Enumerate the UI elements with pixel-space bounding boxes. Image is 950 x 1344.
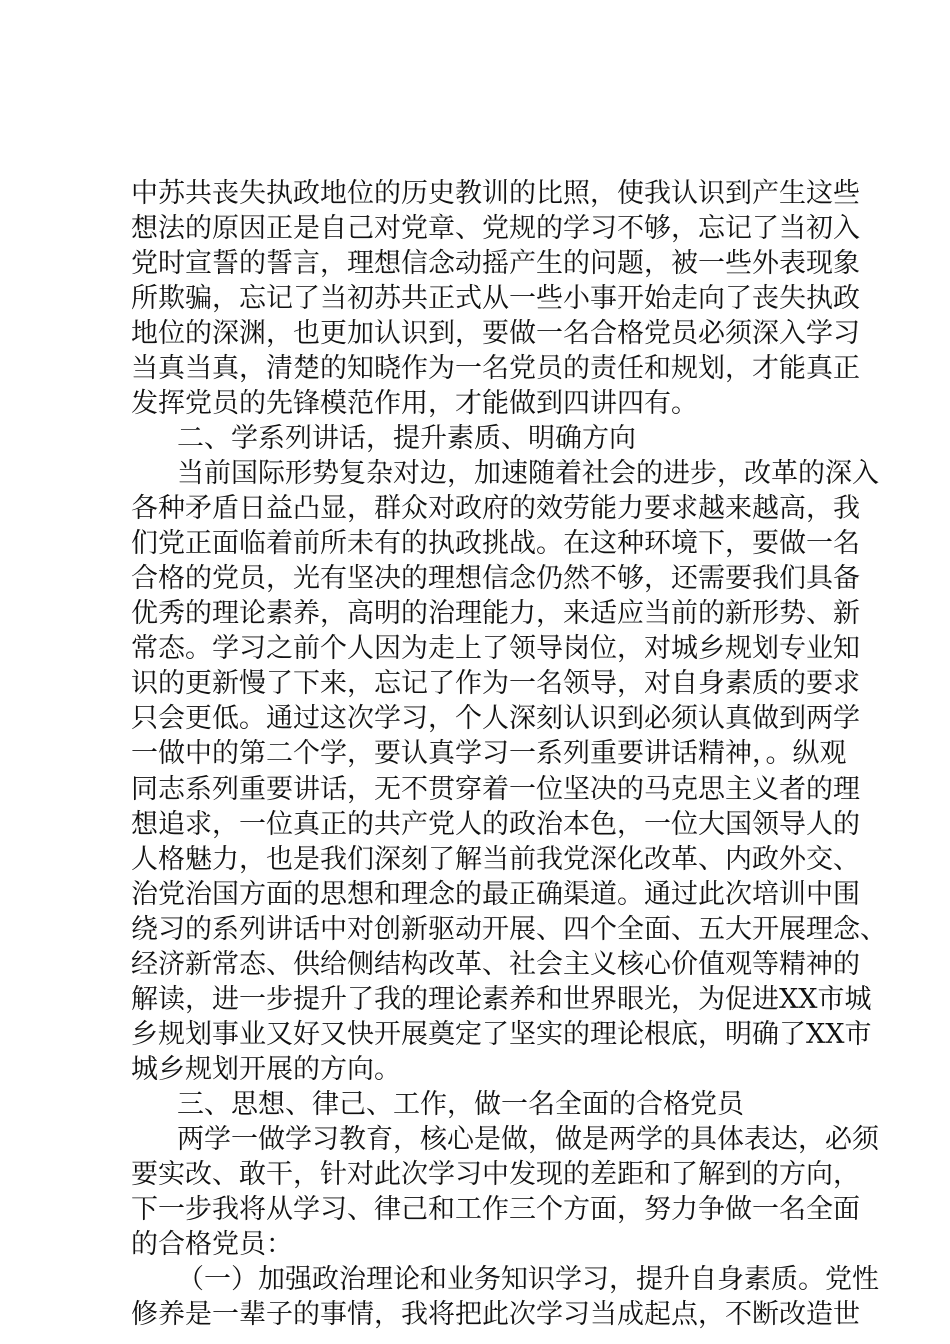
text-line: 中苏共丧失执政地位的历史教训的比照，使我认识到产生这些 [131, 178, 860, 209]
text-line: 的合格党员： [131, 1228, 293, 1260]
text-line: 绕习的系列讲话中对创新驱动开展、四个全面、五大开展理念、 [131, 913, 887, 945]
text-line: 同志系列重要讲话，无不贯穿着一位坚决的马克思主义者的理 [131, 773, 860, 805]
text-line: 城乡规划开展的方向。 [131, 1053, 401, 1085]
text-line: 常态。学习之前个人因为走上了领导岗位，对城乡规划专业知 [131, 633, 860, 665]
text-line: 经济新常态、供给侧结构改革、社会主义核心价值观等精神的 [131, 948, 860, 980]
text-line: 合格的党员，光有坚决的理想信念仍然不够，还需要我们具备 [131, 563, 860, 595]
text-line: 想法的原因正是自己对党章、党规的学习不够，忘记了当初入 [131, 213, 860, 245]
text-line: 只会更低。通过这次学习，个人深刻认识到必须认真做到两学 [131, 703, 860, 735]
text-line: 识的更新慢了下来，忘记了作为一名领导，对自身素质的要求 [131, 668, 860, 700]
text-line: 各种矛盾日益凸显，群众对政府的效劳能力要求越来越高，我 [131, 493, 860, 525]
text-line: 们党正面临着前所未有的执政挑战。在这种环境下，要做一名 [131, 528, 860, 560]
text-line: 下一步我将从学习、律己和工作三个方面，努力争做一名全面 [131, 1193, 860, 1225]
section-heading: 二、学系列讲话，提升素质、明确方向 [177, 423, 636, 455]
text-line: 乡规划事业又好又快开展奠定了坚实的理论根底，明确了XX市 [131, 1018, 872, 1050]
text-line: 发挥党员的先锋模范作用，才能做到四讲四有。 [131, 388, 698, 420]
text-line: 人格魅力，也是我们深刻了解当前我党深化改革、内政外交、 [131, 843, 860, 875]
paragraph-first-line: 两学一做学习教育，核心是做，做是两学的具体表达，必须 [177, 1123, 879, 1155]
text-line: 想追求，一位真正的共产党人的政治本色，一位大国领导人的 [131, 808, 860, 840]
text-line: 修养是一辈子的事情，我将把此次学习当成起点，不断改造世 [131, 1298, 860, 1330]
text-line: 当真当真，清楚的知晓作为一名党员的责任和规划，才能真正 [131, 353, 860, 385]
text-line: 优秀的理论素养，高明的治理能力，来适应当前的新形势、新 [131, 598, 860, 630]
section-heading: 三、思想、律己、工作，做一名全面的合格党员 [177, 1088, 744, 1120]
text-line: 解读，进一步提升了我的理论素养和世界眼光，为促进XX市城 [131, 983, 872, 1015]
paragraph-first-line: （一）加强政治理论和业务知识学习，提升自身素质。党性 [177, 1263, 879, 1295]
paragraph-first-line: 当前国际形势复杂对边，加速随着社会的进步，改革的深入 [177, 458, 879, 490]
text-line: 所欺骗，忘记了当初苏共正式从一些小事开始走向了丧失执政 [131, 283, 860, 315]
text-line: 一做中的第二个学，要认真学习一系列重要讲话精神，。纵观 [131, 738, 847, 770]
text-line: 要实改、敢干，针对此次学习中发现的差距和了解到的方向， [131, 1158, 860, 1190]
text-line: 治党治国方面的思想和理念的最正确渠道。通过此次培训中围 [131, 878, 860, 910]
text-line: 地位的深渊，也更加认识到，要做一名合格党员必须深入学习 [131, 318, 860, 350]
text-line: 党时宣誓的誓言，理想信念动摇产生的问题，被一些外表现象 [131, 248, 860, 280]
